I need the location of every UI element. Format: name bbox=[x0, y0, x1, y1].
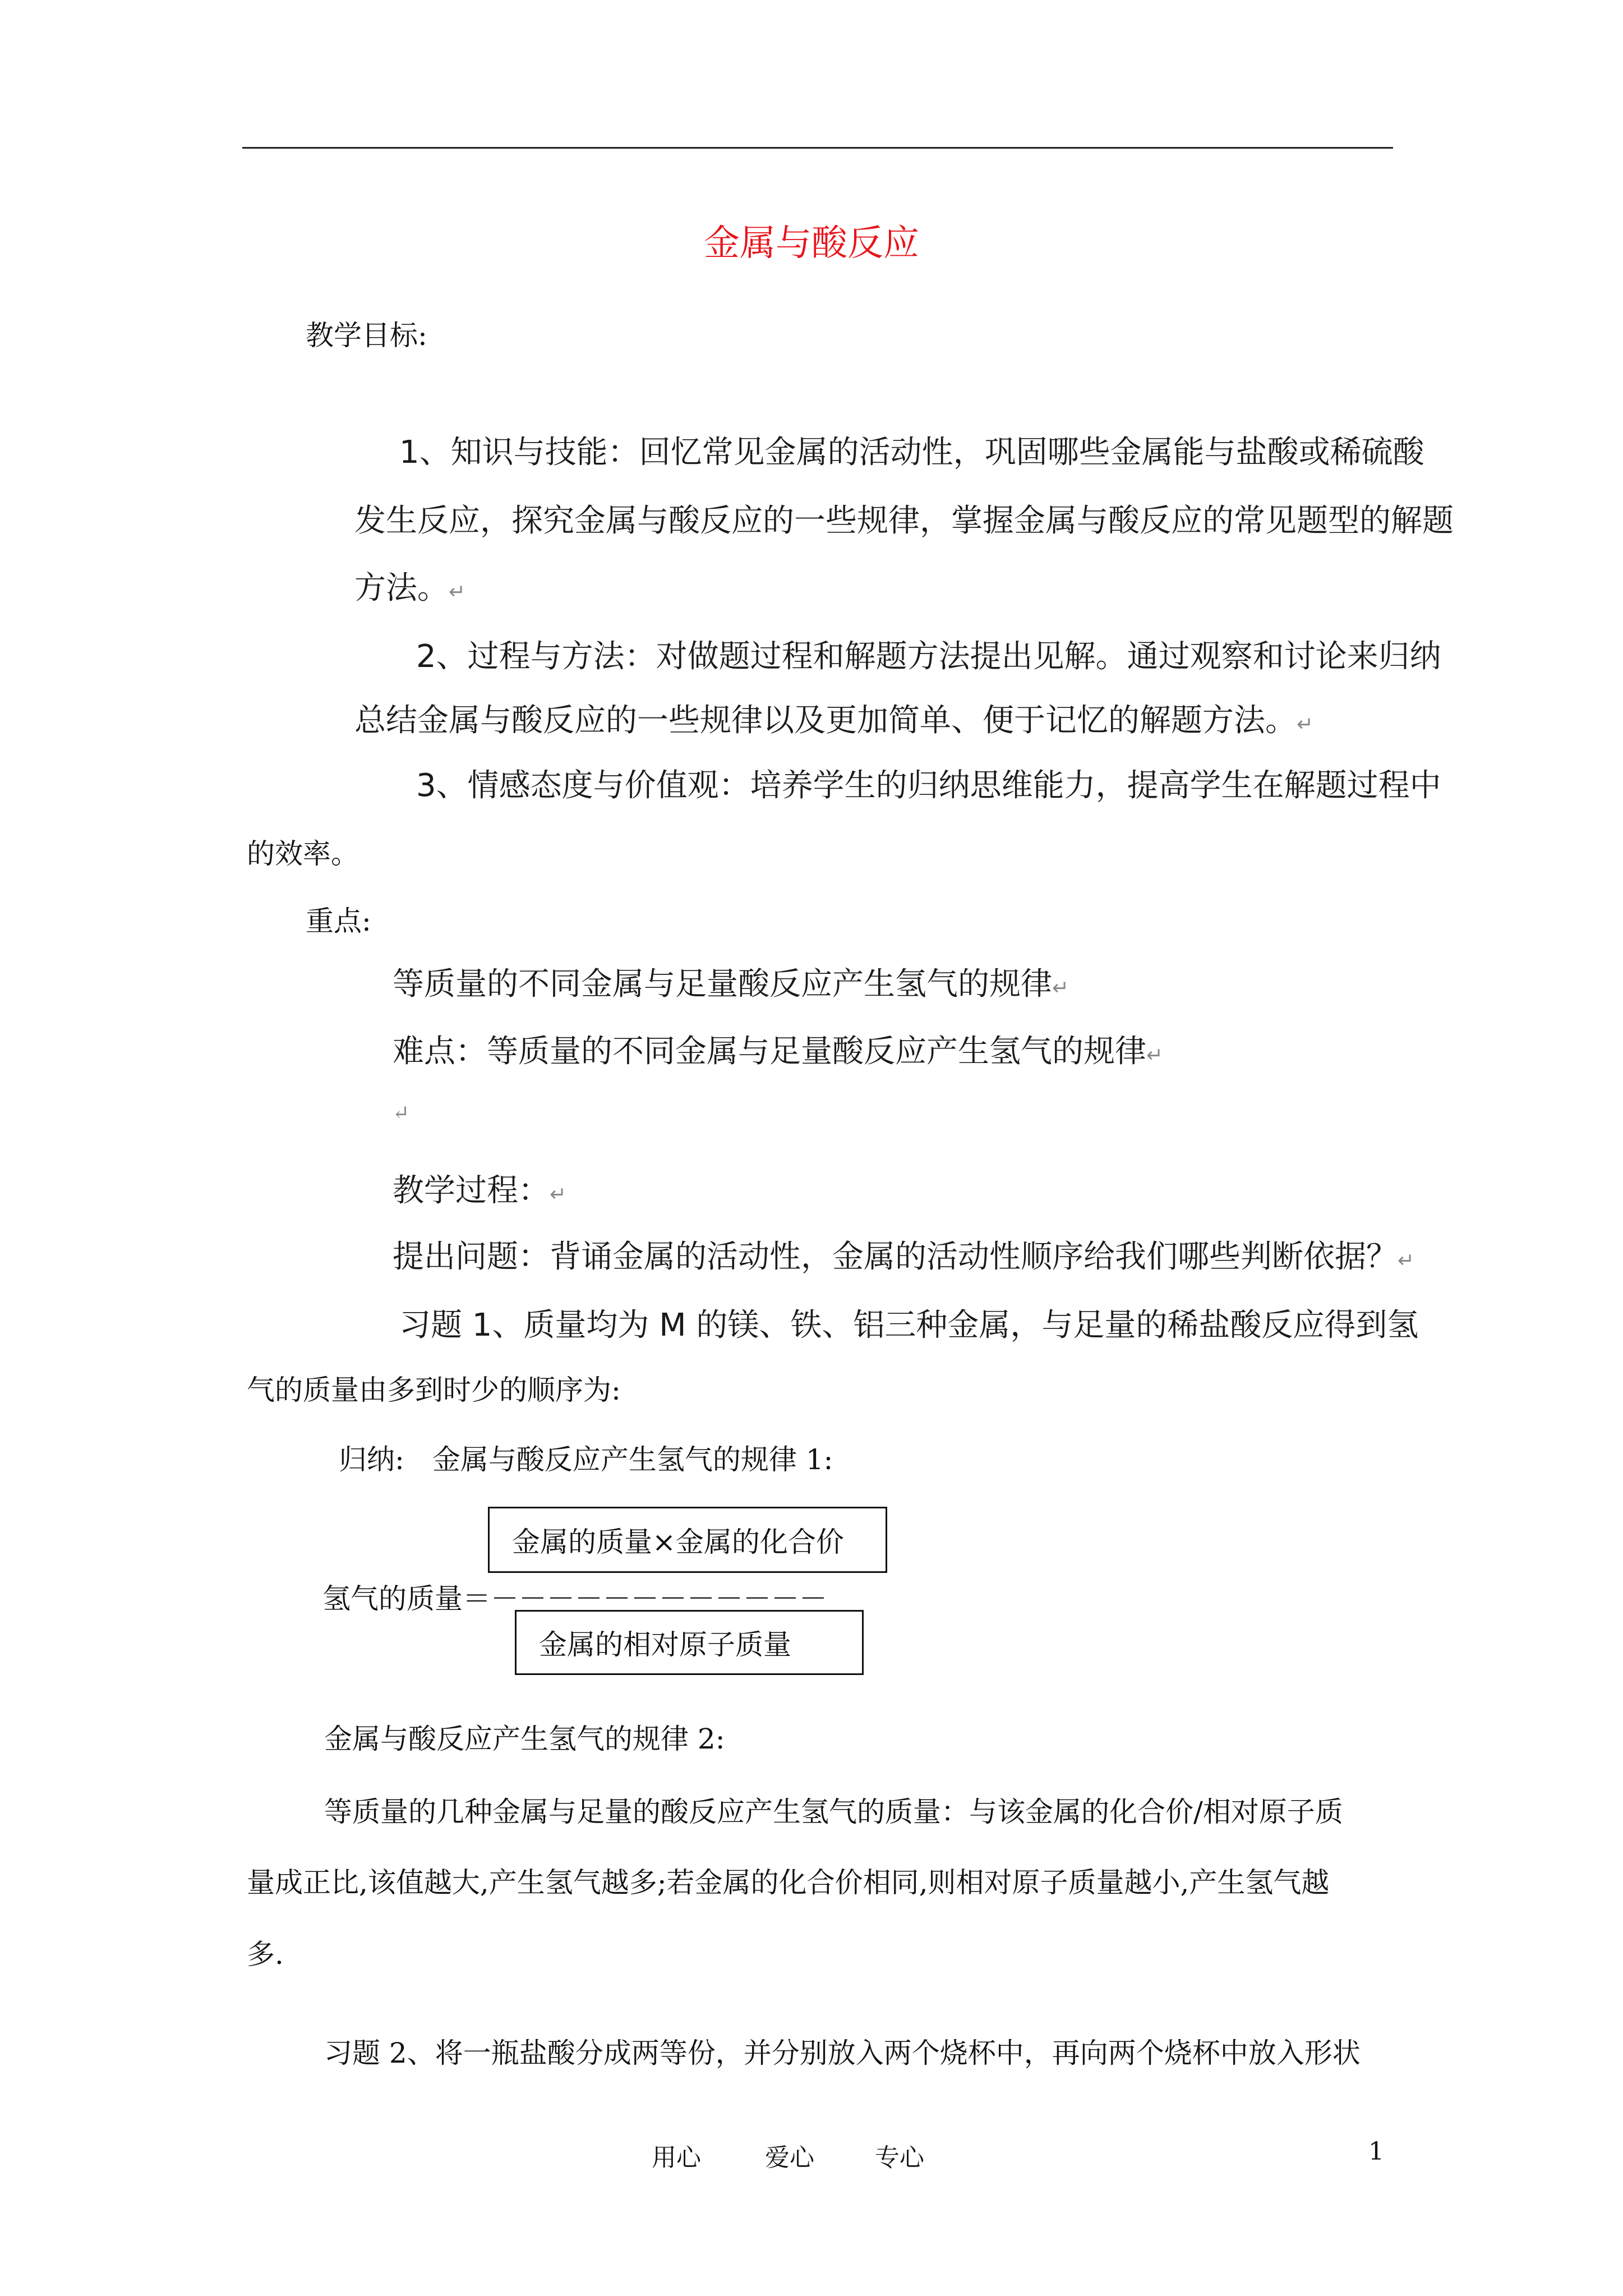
goal1-line3: 方法。↵ bbox=[354, 570, 466, 606]
process-heading: 教学过程：↵ bbox=[393, 1172, 567, 1209]
formula-denominator-box bbox=[515, 1610, 864, 1675]
exercise1-line2: 气的质量由多到时少的顺序为: bbox=[247, 1374, 621, 1406]
paragraph-mark-icon: ↵ bbox=[449, 581, 466, 604]
rule2-line2: 量成正比,该值越大,产生氢气越多;若金属的化合价相同,则相对原子质量越小,产生氢气越 bbox=[247, 1866, 1330, 1899]
document-title: 金属与酸反应 bbox=[704, 223, 919, 264]
goals-heading: 教学目标: bbox=[306, 319, 427, 352]
rule2-heading: 金属与酸反应产生氢气的规律 2: bbox=[324, 1723, 725, 1755]
formula-lhs: 氢气的质量＝－－－－－－－－－－－－ bbox=[322, 1582, 827, 1615]
key-point: 等质量的不同金属与足量酸反应产生氢气的规律↵ bbox=[393, 966, 1069, 1002]
difficulty: 难点：等质量的不同金属与足量酸反应产生氢气的规律↵ bbox=[393, 1033, 1164, 1070]
page-number: 1 bbox=[1368, 2137, 1384, 2166]
paragraph-mark-icon: ↵ bbox=[1052, 977, 1069, 1000]
goal2-line2: 总结金属与酸反应的一些规律以及更加简单、便于记忆的解题方法。↵ bbox=[354, 702, 1314, 739]
formula-numerator-box bbox=[488, 1507, 887, 1573]
paragraph-mark-icon: ↵ bbox=[1297, 713, 1314, 736]
goal1-line1: 1、知识与技能：回忆常见金属的活动性，巩固哪些金属能与盐酸或稀硫酸 bbox=[399, 434, 1424, 471]
footer-word-2: 爱心 bbox=[765, 2143, 814, 2172]
paragraph-mark-icon: ↵ bbox=[550, 1183, 567, 1206]
goal3-line2: 的效率。 bbox=[247, 838, 359, 870]
footer-word-3: 专心 bbox=[875, 2143, 924, 2172]
footer-word-1: 用心 bbox=[652, 2143, 701, 2172]
rule1-heading: 归纳: 金属与酸反应产生氢气的规律 1: bbox=[339, 1443, 833, 1476]
formula-numerator: 金属的质量×金属的化合价 bbox=[512, 1526, 844, 1558]
goal3-line1: 3、情感态度与价值观：培养学生的归纳思维能力，提高学生在解题过程中 bbox=[416, 767, 1441, 804]
header-rule bbox=[242, 147, 1393, 149]
key-heading: 重点: bbox=[306, 905, 371, 937]
formula-denominator: 金属的相对原子质量 bbox=[539, 1628, 791, 1661]
rule2-line3: 多. bbox=[247, 1938, 284, 1971]
paragraph-mark-icon: ↵ bbox=[393, 1102, 410, 1125]
rule2-line1: 等质量的几种金属与足量的酸反应产生氢气的质量：与该金属的化合价/相对原子质 bbox=[324, 1796, 1343, 1828]
exercise2: 习题 2、将一瓶盐酸分成两等份，并分别放入两个烧杯中，再向两个烧杯中放入形状 bbox=[324, 2037, 1361, 2069]
goal2-line1: 2、过程与方法：对做题过程和解题方法提出见解。通过观察和讨论来归纳 bbox=[416, 638, 1441, 675]
paragraph-mark-icon: ↵ bbox=[1146, 1044, 1164, 1067]
paragraph-mark-icon: ↵ bbox=[1398, 1249, 1415, 1272]
exercise1-line1: 习题 1、质量均为 M 的镁、铁、铝三种金属，与足量的稀盐酸反应得到氢 bbox=[399, 1307, 1419, 1343]
question: 提出问题：背诵金属的活动性，金属的活动性顺序给我们哪些判断依据？↵ bbox=[393, 1239, 1415, 1275]
goal1-line2: 发生反应，探究金属与酸反应的一些规律，掌握金属与酸反应的常见题型的解题 bbox=[354, 503, 1454, 539]
empty-paragraph bbox=[393, 1102, 409, 1125]
